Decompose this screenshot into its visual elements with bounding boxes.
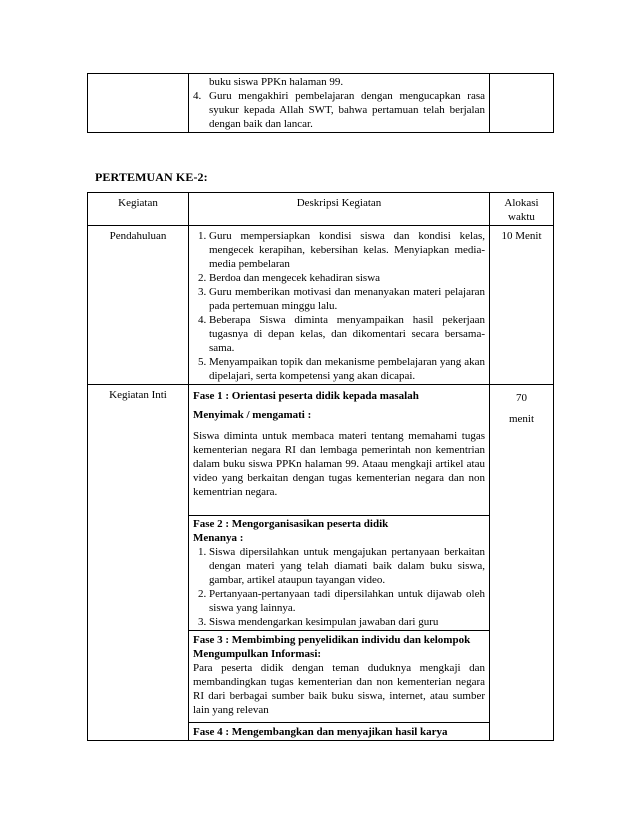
- fase1-text: Siswa diminta untuk membaca materi tentang memahami tugas kementerian negara RI dan lembaga pemerintah non kementrian dalam buku siswa PPKn halaman 99. Ataau mengkaji artikel atau video yang berkaitan dengan tugas kementerian negara dan non kementrian negara.: [193, 430, 485, 498]
- fase2-subtitle: Menanya :: [193, 532, 244, 544]
- row-label-pendahuluan: Pendahuluan: [88, 226, 189, 385]
- table-cell-empty: [490, 74, 554, 133]
- fase1-title: Fase 1 : Orientasi peserta didik kepada masalah: [193, 390, 419, 402]
- list-item-continuation: buku siswa PPKn halaman 99.: [209, 76, 344, 88]
- list-item: 1. Siswa dipersilahkan untuk mengajukan pertanyaan berkaitan dengan materi yang telah diamati baik dalam buku siswa, gambar, artikel ataupun tayangan video.: [209, 545, 485, 587]
- fase4-title: Fase 4 : Mengembangkan dan menyajikan hasil karya: [193, 726, 448, 738]
- header-kegiatan: Kegiatan: [88, 193, 189, 226]
- fase3-title: Fase 3 : Membimbing penyelidikan individu dan kelompok: [193, 634, 471, 646]
- pendahuluan-description: [189, 226, 490, 385]
- fase1-cell: [189, 385, 490, 516]
- list-item: 4. Beberapa Siswa diminta menyampaikan hasil pekerjaan tugasnya di depan kelas, dan dikomentari secara bersama-sama.: [209, 313, 485, 355]
- list-item: 2. Pertanyaan-pertanyaan tadi dipersilahkan untuk dijawab oleh siswa yang lainnya.: [209, 587, 485, 615]
- list-item-text: Guru mengakhiri pembelajaran dengan mengucapkan rasa syukur kepada Allah SWT, bahwa pertamuan telah berjalan dengan baik dan lancar.: [209, 90, 485, 130]
- fase2-cell: [189, 516, 490, 631]
- table-header-row: [88, 193, 554, 226]
- list-item: 5. Menyampaikan topik dan mekanisme pembelajaran yang akan dipelajari, serta kompetensi yang akan dicapai.: [209, 355, 485, 383]
- header-deskripsi: Deskripsi Kegiatan: [189, 193, 490, 226]
- fase3-subtitle: Mengumpulkan Informasi:: [193, 648, 322, 660]
- list-item: [193, 89, 485, 131]
- section-heading: PERTEMUAN KE-2:: [95, 170, 208, 184]
- list-item: 1. Guru mempersiapkan kondisi siswa dan kondisi kelas, mengecek kerapihan, kebersihan kelas. Menyiapkan media-media pembelaran: [209, 229, 485, 271]
- pendahuluan-time: 10 Menit: [490, 226, 554, 385]
- inti-time-unit: menit: [508, 413, 535, 425]
- fase2-list: [193, 545, 485, 629]
- activity-table: [87, 192, 554, 741]
- fase4-cell: [189, 723, 490, 741]
- table-row: [88, 74, 554, 133]
- table-cell-empty: [88, 74, 189, 133]
- previous-table: [87, 73, 554, 133]
- fase3-text: Para peserta didik dengan teman duduknya mengkaji dan membandingkan tugas kementerian dan non kementerian negara RI dari berbagai sumber baik buku siswa, internet, atau sumber lain yang relevan: [193, 662, 485, 716]
- table-row-inti-fase1: [88, 385, 554, 516]
- list-item: 2. Berdoa dan mengecek kehadiran siswa: [209, 271, 485, 285]
- fase1-subtitle: Menyimak / mengamati :: [193, 409, 312, 421]
- table-cell-description: [189, 74, 490, 133]
- inti-time-value: 70: [516, 392, 527, 404]
- fase3-cell: [189, 631, 490, 723]
- list-item: 3. Siswa mendengarkan kesimpulan jawaban dari guru: [209, 615, 485, 629]
- table-row-pendahuluan: [88, 226, 554, 385]
- inti-time: [490, 385, 554, 741]
- list-item: 3. Guru memberikan motivasi dan menanyakan materi pelajaran pada pertemuan minggu lalu.: [209, 285, 485, 313]
- row-label-inti: Kegiatan Inti: [88, 385, 189, 741]
- list-number: 4.: [193, 90, 202, 102]
- pendahuluan-list: [193, 229, 485, 383]
- header-alokasi: Alokasi waktu: [490, 193, 554, 226]
- fase2-title: Fase 2 : Mengorganisasikan peserta didik: [193, 518, 389, 530]
